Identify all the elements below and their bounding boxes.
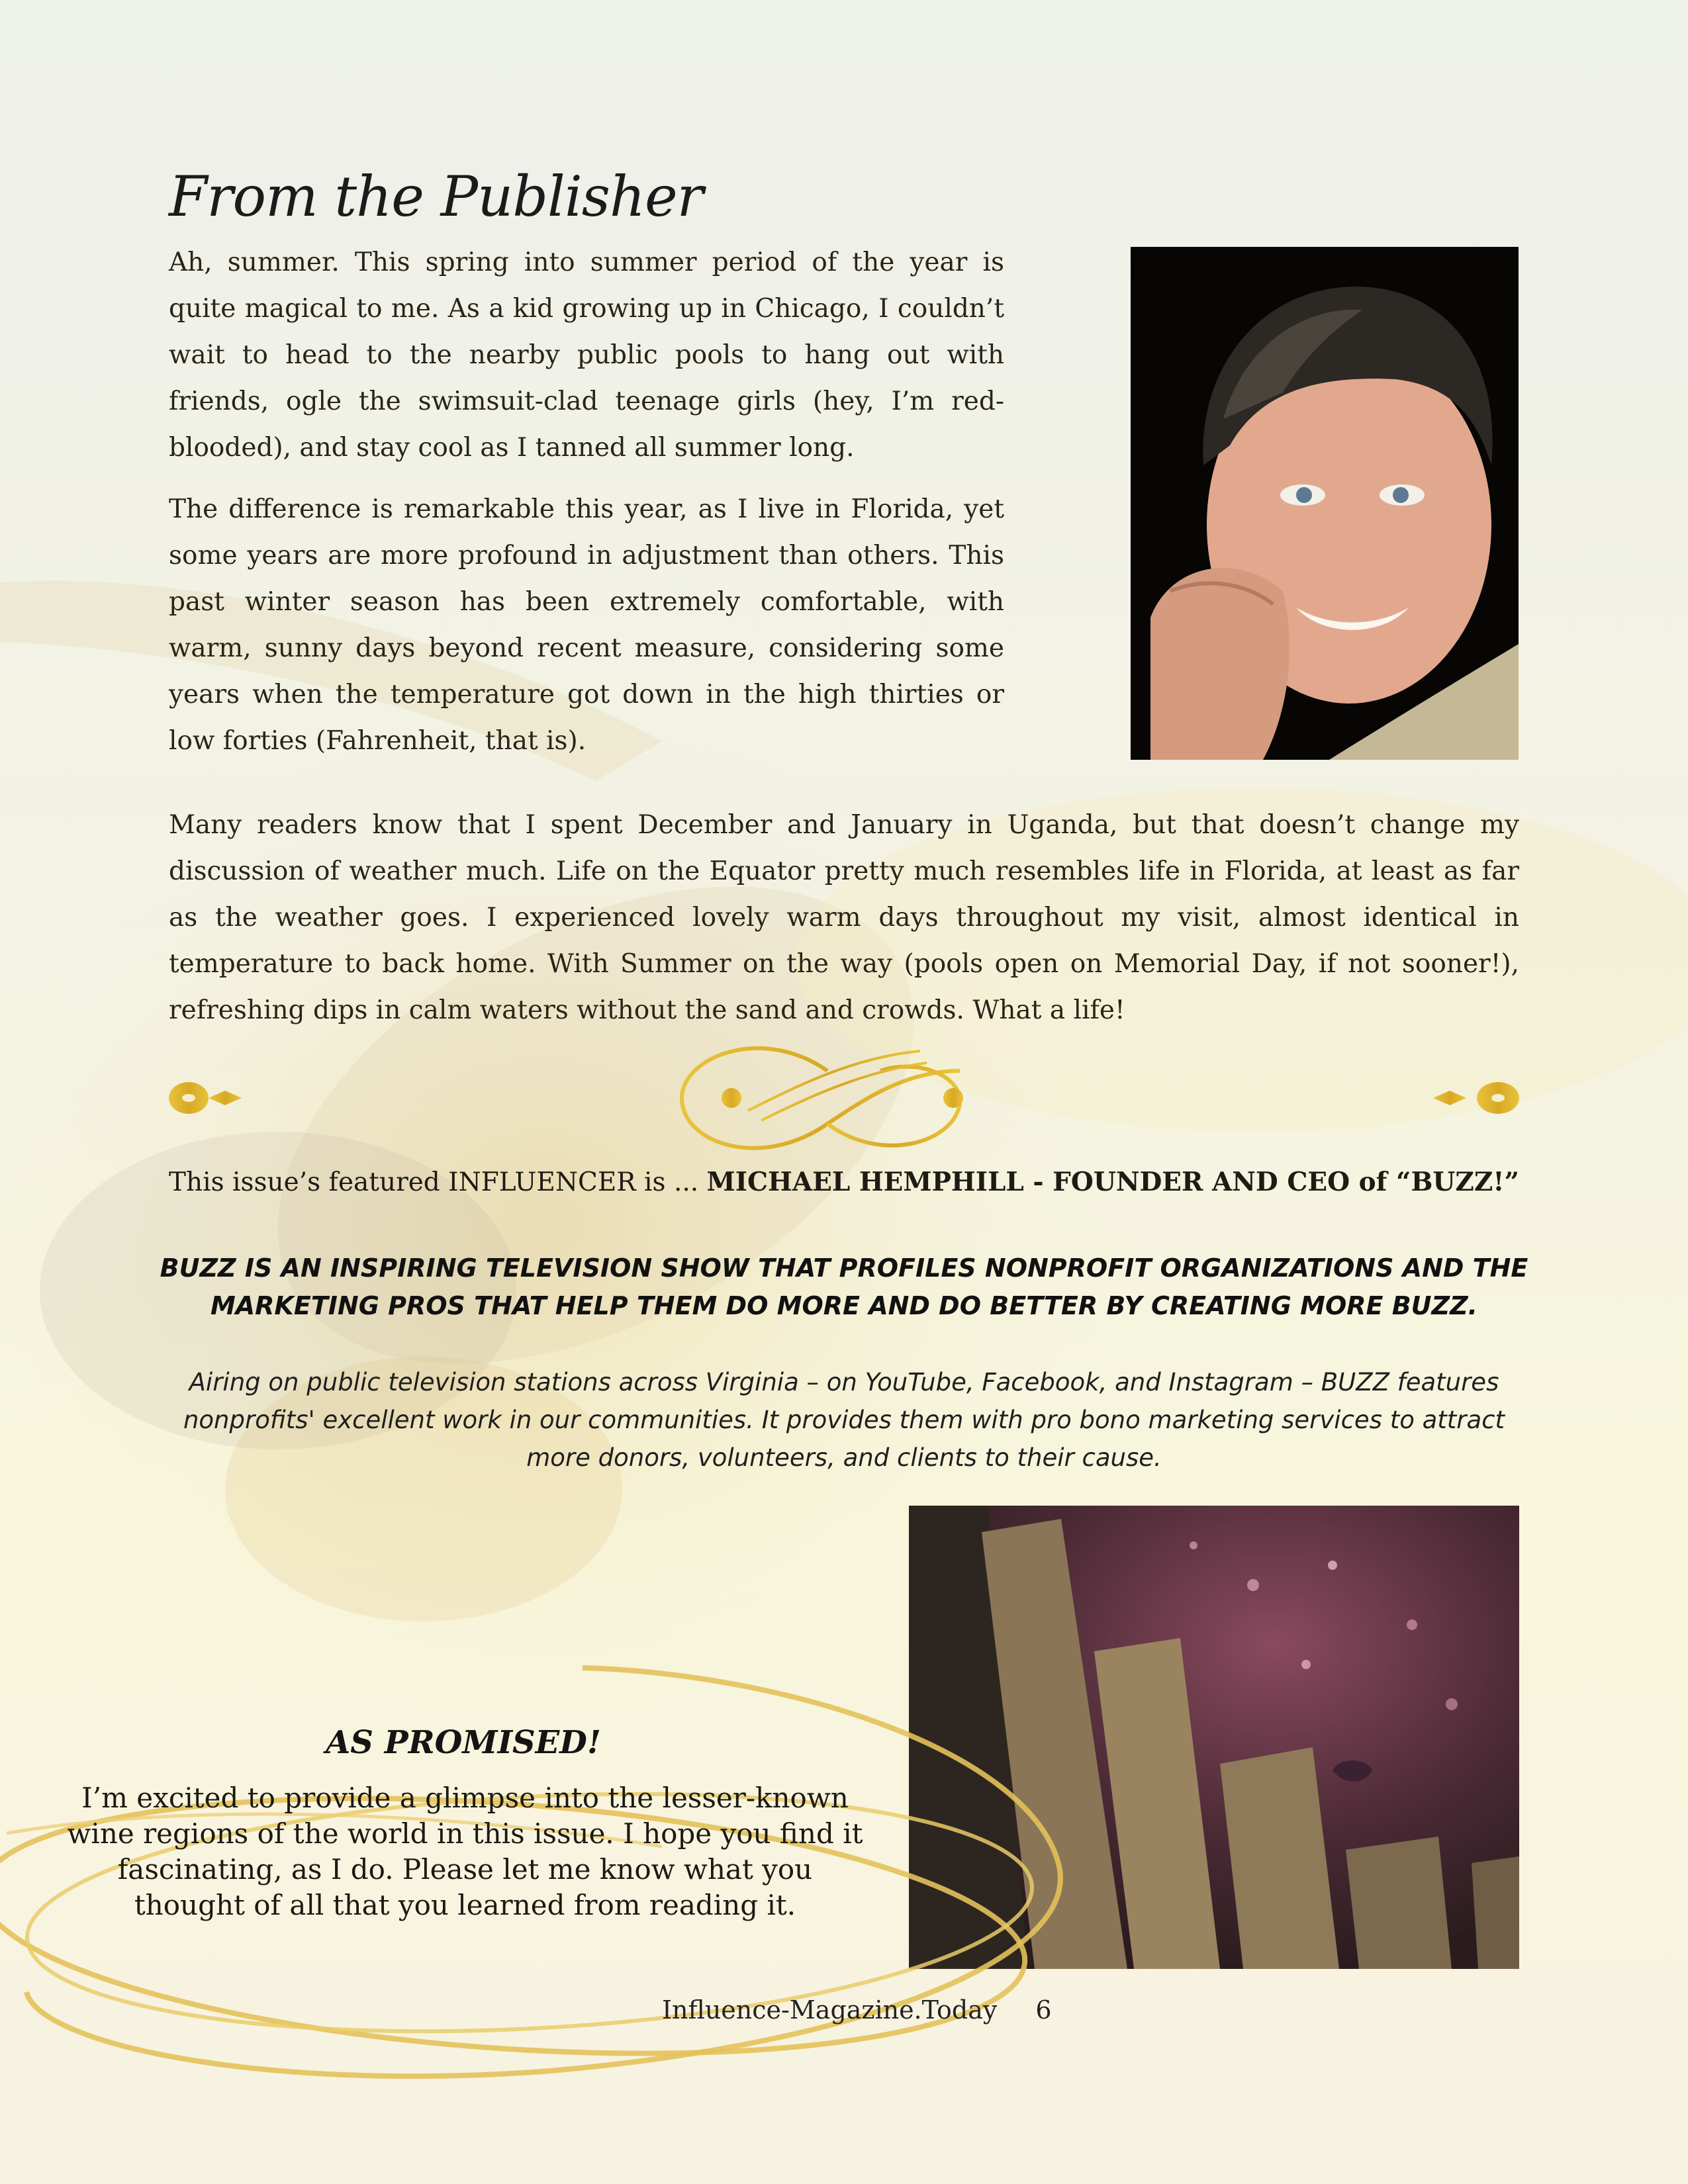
featured-name: MICHAEL HEMPHILL - FOUNDER AND CEO of “BUZZ!” (706, 1167, 1519, 1197)
publisher-portrait (1131, 247, 1519, 760)
featured-influencer-line (169, 1167, 1519, 1197)
body-paragraph: Many readers know that I spent December and January in Uganda, but that doesn’t change my discussion of weather much. Life on the Equator pretty much resembles life in Florida, at least as far as the weather goes. I experienced lovely warm days throughout my visit, almost identical in temperature to back home. With Summer on the way (pools open on Memorial Day, if not sooner!), refreshing dips in calm waters without the sand and crowds. What a life! (169, 810, 1519, 1025)
featured-lead: This issue’s featured INFLUENCER is ... (169, 1167, 707, 1197)
body-paragraph: The difference is remarkable this year, as I live in Florida, yet some years are more profound in adjustment than others. This past winter season has been extremely comfortable, with warm, sunny days beyond recent measure, considering some years when the temperature got down in the high thirties or low forties (Fahrenheit, that is). (169, 494, 1004, 756)
buzz-description: Airing on public television stations across Virginia – on YouTube, Facebook, and Instagram – BUZZ features nonprofits' excellent work in our communities. It provides them with pro bono marketing services to attract more donors, volunteers, and clients to their cause. (183, 1368, 1505, 1472)
ornamental-divider-icon (165, 1031, 1523, 1170)
page-title: From the Publisher (169, 164, 703, 229)
promise-body: I’m excited to provide a glimpse into the lesser-known wine regions of the world in this issue. I hope you find it fascinating, as I do. Please let me know what you thought of all that you learned from reading it. (67, 1782, 863, 1921)
buzz-headline: BUZZ IS AN INSPIRING TELEVISION SHOW THAT PROFILES NONPROFIT ORGANIZATIONS AND THE MARKETING PROS THAT HELP THEM DO MORE AND DO BETTER BY CREATING MORE BUZZ. (160, 1253, 1528, 1320)
promise-title: AS PROMISED! (326, 1724, 601, 1761)
page-footer (662, 1995, 1099, 2025)
page-number: 6 (1035, 1995, 1052, 2025)
footer-site: Influence-Magazine.Today (662, 1995, 998, 2025)
body-paragraph: Ah, summer. This spring into summer period of the year is quite magical to me. As a kid growing up in Chicago, I couldn’t wait to head to the nearby public pools to hang out with friends, ogle the swimsuit-clad teenage girls (hey, I’m red-blooded), and stay cool as I tanned all summer long. (169, 248, 1004, 463)
